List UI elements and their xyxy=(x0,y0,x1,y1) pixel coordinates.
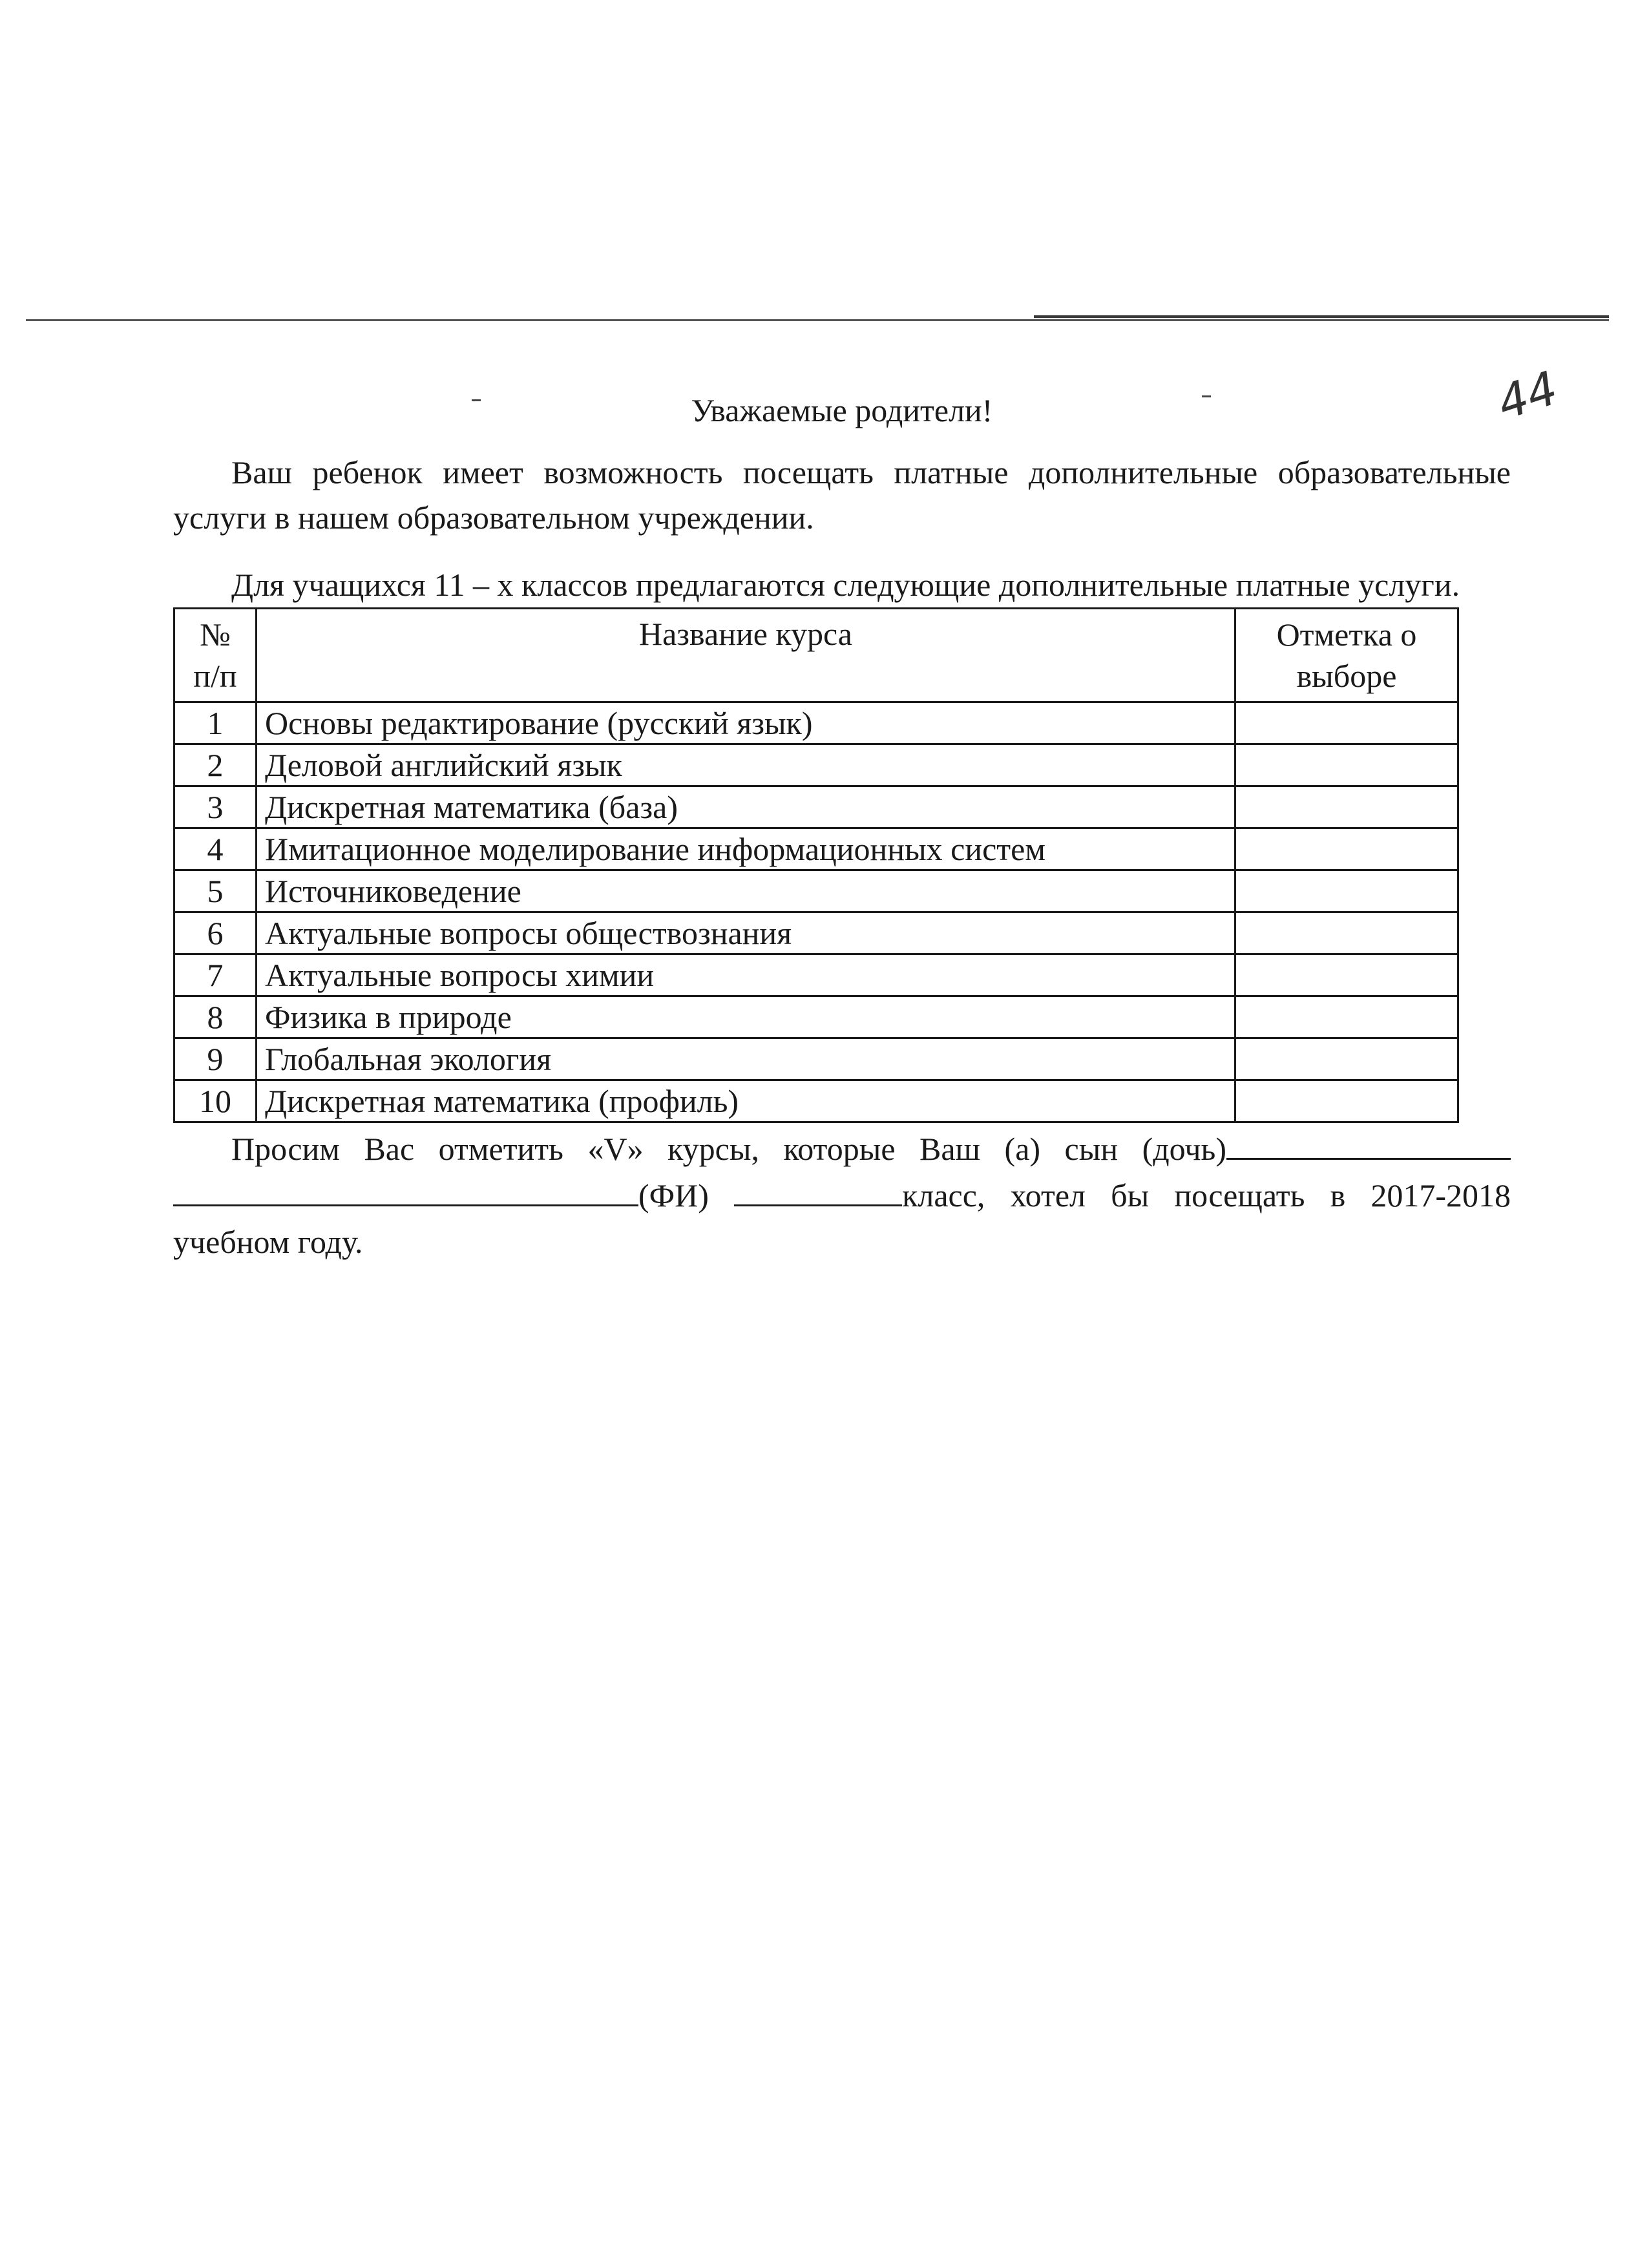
table-row xyxy=(174,954,1458,996)
course-number: 4 xyxy=(174,828,257,870)
course-number: 3 xyxy=(174,786,257,828)
choice-mark-cell[interactable] xyxy=(1235,912,1458,954)
course-name: Дискретная математика (профиль) xyxy=(257,1080,1235,1122)
choice-mark-cell[interactable] xyxy=(1235,786,1458,828)
course-name: Актуальные вопросы химии xyxy=(257,954,1235,996)
choice-mark-cell[interactable] xyxy=(1235,744,1458,786)
choice-mark-cell[interactable] xyxy=(1235,702,1458,744)
header-choice-mark: Отметка о выборе xyxy=(1235,609,1458,702)
request-text-2: (ФИ) xyxy=(638,1177,709,1213)
header-course-name: Название курса xyxy=(257,609,1235,702)
course-name: Дискретная математика (база) xyxy=(257,786,1235,828)
table-row xyxy=(174,870,1458,912)
choice-mark-cell[interactable] xyxy=(1235,954,1458,996)
course-number: 1 xyxy=(174,702,257,744)
request-text-3: класс, хотел бы посещать в 2017-2018 учебном году. xyxy=(173,1177,1511,1260)
course-number: 5 xyxy=(174,870,257,912)
course-number: 10 xyxy=(174,1080,257,1122)
table-row xyxy=(174,702,1458,744)
choice-mark-cell[interactable] xyxy=(1235,1080,1458,1122)
request-paragraph xyxy=(173,1126,1511,1265)
table-row xyxy=(174,912,1458,954)
child-surname-blank[interactable] xyxy=(173,1172,638,1206)
course-number: 8 xyxy=(174,996,257,1038)
table-row xyxy=(174,1080,1458,1122)
offer-paragraph: Для учащихся 11 – х классов предлагаются следующие дополнительные платные услуги. xyxy=(231,567,1460,603)
handwritten-page-number: 44 xyxy=(1491,360,1564,431)
course-name: Физика в природе xyxy=(257,996,1235,1038)
course-name: Глобальная экология xyxy=(257,1038,1235,1080)
child-name-blank[interactable] xyxy=(1226,1126,1511,1160)
greeting-heading: Уважаемые родители! xyxy=(691,392,993,428)
intro-paragraph: Ваш ребенок имеет возможность посещать платные дополнительные образовательные услуги в нашем образовательном учреждении. xyxy=(173,454,1511,536)
courses-table xyxy=(173,607,1459,1123)
class-blank[interactable] xyxy=(734,1172,902,1206)
table-row xyxy=(174,828,1458,870)
course-number: 6 xyxy=(174,912,257,954)
scan-edge-line xyxy=(26,319,1609,321)
table-row xyxy=(174,786,1458,828)
header-num: № п/п xyxy=(174,609,257,702)
choice-mark-cell[interactable] xyxy=(1235,828,1458,870)
table-header-row xyxy=(174,609,1458,702)
table-row xyxy=(174,996,1458,1038)
course-number: 9 xyxy=(174,1038,257,1080)
table-row xyxy=(174,744,1458,786)
choice-mark-cell[interactable] xyxy=(1235,870,1458,912)
course-number: 2 xyxy=(174,744,257,786)
course-name: Источниковедение xyxy=(257,870,1235,912)
choice-mark-cell[interactable] xyxy=(1235,1038,1458,1080)
table-row xyxy=(174,1038,1458,1080)
document-body xyxy=(173,388,1511,1265)
choice-mark-cell[interactable] xyxy=(1235,996,1458,1038)
request-text-1: Просим Вас отметить «V» курсы, которые Ваш (а) сын (дочь) xyxy=(231,1131,1226,1167)
course-name: Деловой английский язык xyxy=(257,744,1235,786)
course-number: 7 xyxy=(174,954,257,996)
course-name: Имитационное моделирование информационных систем xyxy=(257,828,1235,870)
scan-edge-line-thick xyxy=(1034,315,1609,318)
course-name: Основы редактирование (русский язык) xyxy=(257,702,1235,744)
course-name: Актуальные вопросы обществознания xyxy=(257,912,1235,954)
